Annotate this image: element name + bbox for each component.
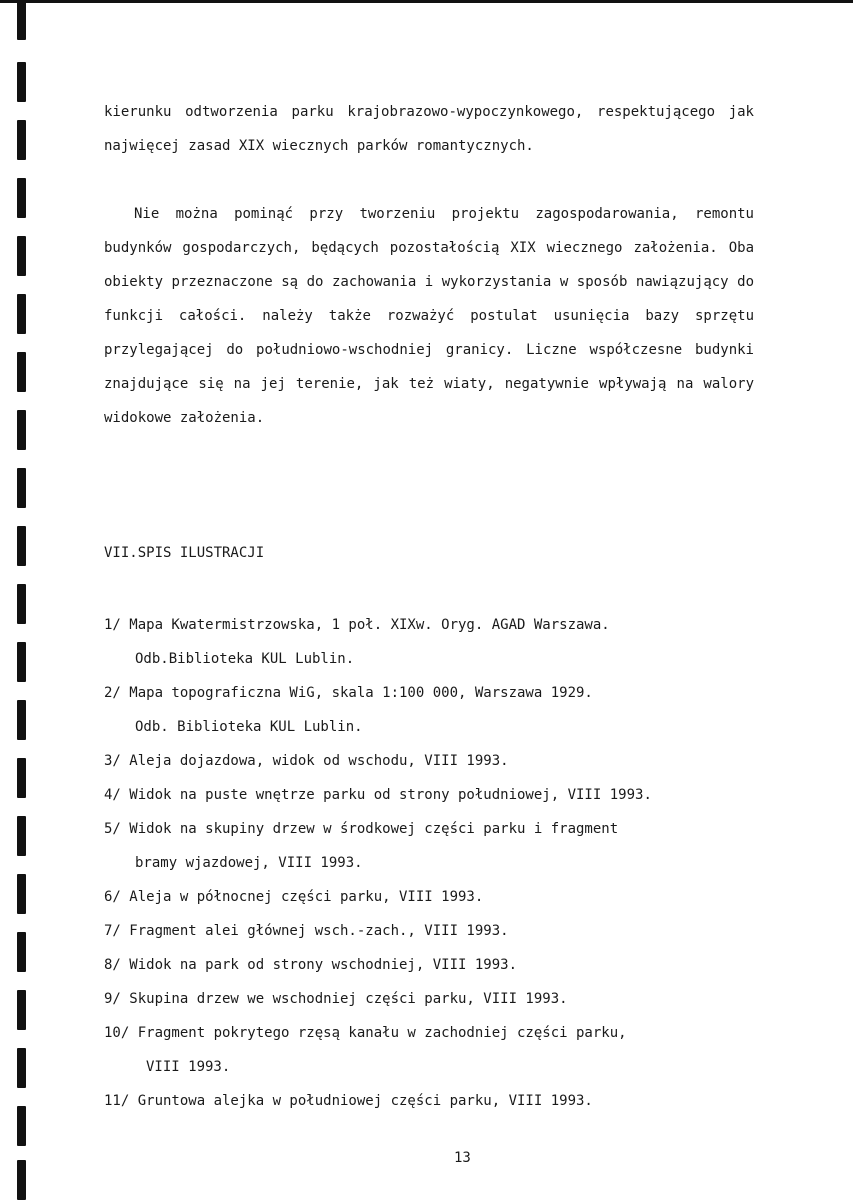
illustration-caption: 3/ Aleja dojazdowa, widok od wschodu, VIII 1993.: [104, 753, 509, 769]
binding-hole: [17, 1160, 26, 1200]
illustration-caption-continued: VIII 1993.: [146, 1059, 231, 1075]
binding-hole: [17, 700, 26, 740]
top-edge-line: [0, 0, 853, 3]
binding-hole: [17, 816, 26, 856]
section-heading: VII.SPIS ILUSTRACJI: [104, 545, 265, 561]
binding-hole: [17, 1106, 26, 1146]
binding-hole: [17, 758, 26, 798]
binding-hole: [17, 178, 26, 218]
illustration-caption: 9/ Skupina drzew we wschodniej części parku, VIII 1993.: [104, 991, 568, 1007]
illustration-item: [104, 778, 774, 812]
illustration-item: [104, 982, 774, 1016]
illustration-item: [104, 676, 774, 744]
paragraph-continued: kierunku odtworzenia parku krajobrazowo-wypoczynkowego, respektującego jak najwięcej zasad XIX wiecznych parków romantycznych.: [104, 104, 754, 154]
illustration-caption: 7/ Fragment alei głównej wsch.-zach., VIII 1993.: [104, 923, 509, 939]
illustration-caption-continued: Odb.Biblioteka KUL Lublin.: [135, 651, 355, 667]
illustration-caption-continued: Odb. Biblioteka KUL Lublin.: [135, 719, 363, 735]
illustration-item: [104, 1016, 774, 1084]
binding-hole: [17, 1048, 26, 1088]
illustration-item: [104, 948, 774, 982]
binding-hole: [17, 236, 26, 276]
illustration-item: [104, 914, 774, 948]
binding-hole: [17, 874, 26, 914]
binding-hole: [17, 526, 26, 566]
binding-hole: [17, 410, 26, 450]
illustration-caption: 11/ Gruntowa alejka w południowej części parku, VIII 1993.: [104, 1093, 593, 1109]
illustration-caption: 4/ Widok na puste wnętrze parku od strony południowej, VIII 1993.: [104, 787, 652, 803]
illustration-caption: 5/ Widok na skupiny drzew w środkowej części parku i fragment: [104, 821, 619, 837]
binding-hole: [17, 990, 26, 1030]
illustration-caption: 6/ Aleja w północnej części parku, VIII 1993.: [104, 889, 484, 905]
illustration-caption: 8/ Widok na park od strony wschodniej, VIII 1993.: [104, 957, 518, 973]
illustration-item: [104, 812, 774, 880]
illustration-item: [104, 608, 774, 676]
illustration-list: [104, 608, 774, 1118]
paragraph-main-text: Nie można pominąć przy tworzeniu projektu zagospodarowania, remontu budynków gospodarczych, będących pozostałością XIX wiecznego założenia. Oba obiekty przeznaczone są do zachowania i wykorzystania w sposób nawiązujący do funkcji całości. należy także rozważyć postulat usunięcia bazy sprzętu przylegającej do południowo-wschodniej granicy. Liczne współczesne budynki znajdujące się na jej terenie, jak też wiaty, negatywnie wpływają na walory widokowe założenia.: [104, 206, 754, 426]
illustration-caption: 1/ Mapa Kwatermistrzowska, 1 poł. XIXw. Oryg. AGAD Warszawa.: [104, 617, 610, 633]
paragraph-main: [104, 197, 754, 435]
page-number: 13: [454, 1150, 471, 1166]
binding-hole: [17, 120, 26, 160]
illustration-caption: 2/ Mapa topograficzna WiG, skala 1:100 000, Warszawa 1929.: [104, 685, 593, 701]
binding-hole: [17, 584, 26, 624]
binding-hole: [17, 0, 26, 40]
illustration-item: [104, 880, 774, 914]
illustration-caption: 10/ Fragment pokrytego rzęsą kanału w zachodniej części parku,: [104, 1025, 627, 1041]
binding-hole: [17, 642, 26, 682]
binding-hole: [17, 62, 26, 102]
binding-hole: [17, 932, 26, 972]
binding-hole: [17, 352, 26, 392]
illustration-caption-continued: bramy wjazdowej, VIII 1993.: [135, 855, 363, 871]
binding-hole: [17, 294, 26, 334]
binding-hole: [17, 468, 26, 508]
illustration-item: [104, 1084, 774, 1118]
illustration-item: [104, 744, 774, 778]
binding-holes: [17, 0, 29, 1199]
